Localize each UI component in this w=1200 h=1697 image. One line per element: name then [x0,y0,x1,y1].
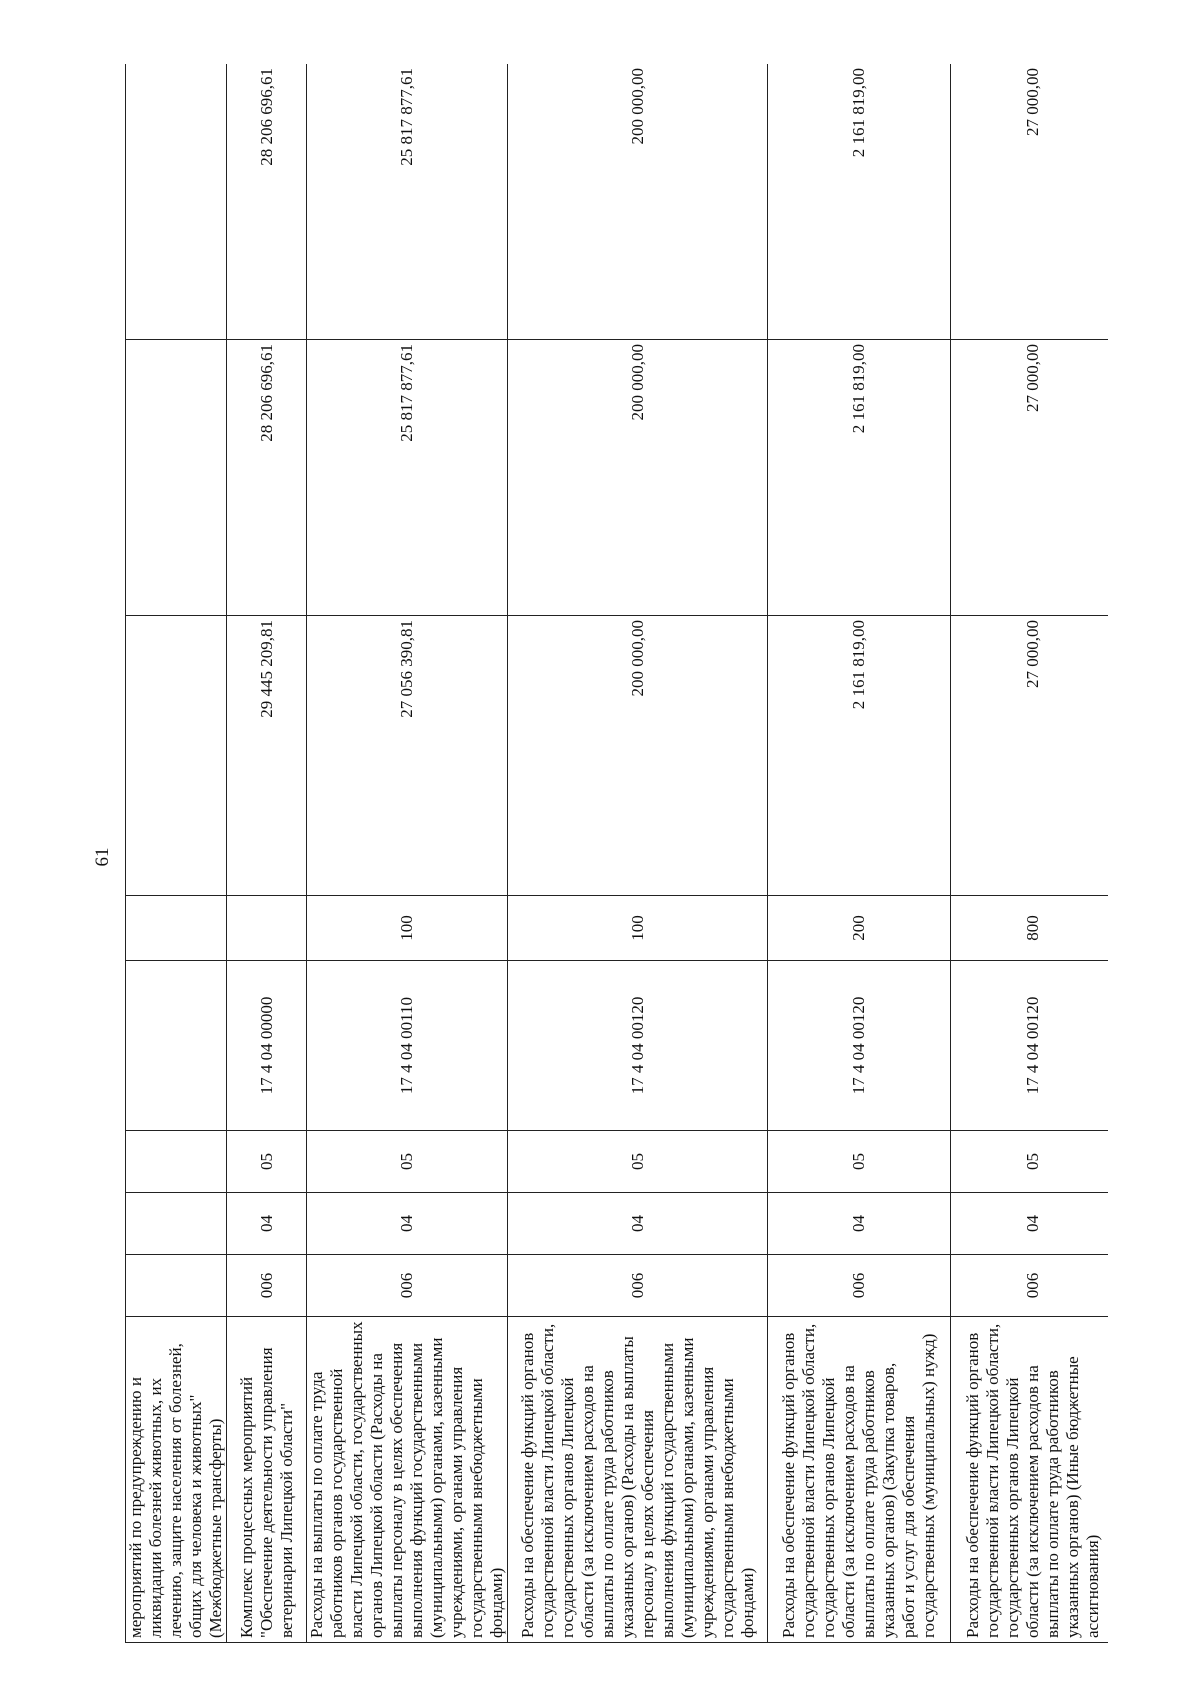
row-section: 04 [307,1193,508,1255]
row-section: 04 [227,1193,307,1255]
row-amount-3: 27 000,00 [951,64,1109,340]
row-amount-2: 27 000,00 [951,340,1109,616]
row-expense-type: 100 [307,896,508,961]
row-description: Расходы на обеспечение функций органов государственной власти Липецкой области, государственных органов Липецкой области (за исключением расходов на выплаты по оплате труда работников указанных органов) (Закупка товаров, работ и услуг для обеспечения государственных (муниципальных) нужд) [768,1317,951,1643]
row-amount-1: 27 056 390,81 [307,616,508,896]
table-row [508,64,768,1643]
table-row [227,64,307,1643]
row-description: мероприятий по предупреждению и ликвидации болезней животных, их лечению, защите населения от болезней, общих для человека и животных" (Межбюджетные трансферты) [126,1317,227,1643]
row-target-article: 17 4 04 00120 [768,961,951,1131]
row-description: Расходы на выплаты по оплате труда работников органов государственной власти Липецкой области, государственных органов Липецкой области (Расходы на выплаты персоналу в целях обеспечения выполнения функций государственными (муниципальными) органами, казенными учреждениями, органами управления государственными внебюджетными фондами) [307,1317,508,1643]
row-expense-type [227,896,307,961]
row-amount-1: 29 445 209,81 [227,616,307,896]
row-expense-type [126,896,227,961]
row-target-article: 17 4 04 00000 [227,961,307,1131]
row-subsection: 05 [508,1131,768,1193]
row-expense-type: 800 [951,896,1109,961]
row-grbs: 006 [227,1255,307,1317]
row-description: Комплекс процессных мероприятий "Обеспечение деятельности управления ветеринарии Липецкой области" [227,1317,307,1643]
row-grbs: 006 [768,1255,951,1317]
row-section: 04 [951,1193,1109,1255]
row-amount-3: 200 000,00 [508,64,768,340]
row-amount-2 [126,340,227,616]
row-amount-2: 25 817 877,61 [307,340,508,616]
page-number: 61 [92,847,113,867]
row-amount-1 [126,616,227,896]
row-grbs: 006 [951,1255,1109,1317]
row-target-article: 17 4 04 00110 [307,961,508,1131]
row-description: Расходы на обеспечение функций органов государственной власти Липецкой области, государственных органов Липецкой области (за исключением расходов на выплаты по оплате труда работников указанных органов) (Иные бюджетные ассигнования) [951,1317,1109,1643]
row-subsection: 05 [768,1131,951,1193]
row-amount-3: 28 206 696,61 [227,64,307,340]
row-subsection: 05 [227,1131,307,1193]
row-amount-3 [126,64,227,340]
row-section: 04 [508,1193,768,1255]
row-grbs: 006 [508,1255,768,1317]
row-expense-type: 200 [768,896,951,961]
row-target-article: 17 4 04 00120 [508,961,768,1131]
row-amount-2: 2 161 819,00 [768,340,951,616]
row-amount-1: 2 161 819,00 [768,616,951,896]
row-section: 04 [768,1193,951,1255]
row-amount-2: 28 206 696,61 [227,340,307,616]
row-target-article: 17 4 04 00120 [951,961,1109,1131]
table-row [768,64,951,1643]
row-subsection: 05 [951,1131,1109,1193]
row-subsection: 05 [307,1131,508,1193]
row-expense-type: 100 [508,896,768,961]
row-amount-3: 2 161 819,00 [768,64,951,340]
row-grbs: 006 [307,1255,508,1317]
table-row [126,64,227,1643]
table-row [951,64,1109,1643]
row-amount-2: 200 000,00 [508,340,768,616]
row-description: Расходы на обеспечение функций органов государственной власти Липецкой области, государственных органов Липецкой области (за исключением расходов на выплаты по оплате труда работников указанных органов) (Расходы на выплаты персоналу в целях обеспечения выполнения функций государственными (муниципальными) органами, казенными учреждениями, органами управления государственными внебюджетными фондами) [508,1317,768,1643]
budget-table-rotated [125,64,1108,1643]
row-amount-1: 27 000,00 [951,616,1109,896]
row-grbs [126,1255,227,1317]
budget-table-container [125,64,1108,1643]
table-row [307,64,508,1643]
budget-table [125,64,1108,1643]
row-section [126,1193,227,1255]
row-subsection [126,1131,227,1193]
row-amount-1: 200 000,00 [508,616,768,896]
row-amount-3: 25 817 877,61 [307,64,508,340]
row-target-article [126,961,227,1131]
